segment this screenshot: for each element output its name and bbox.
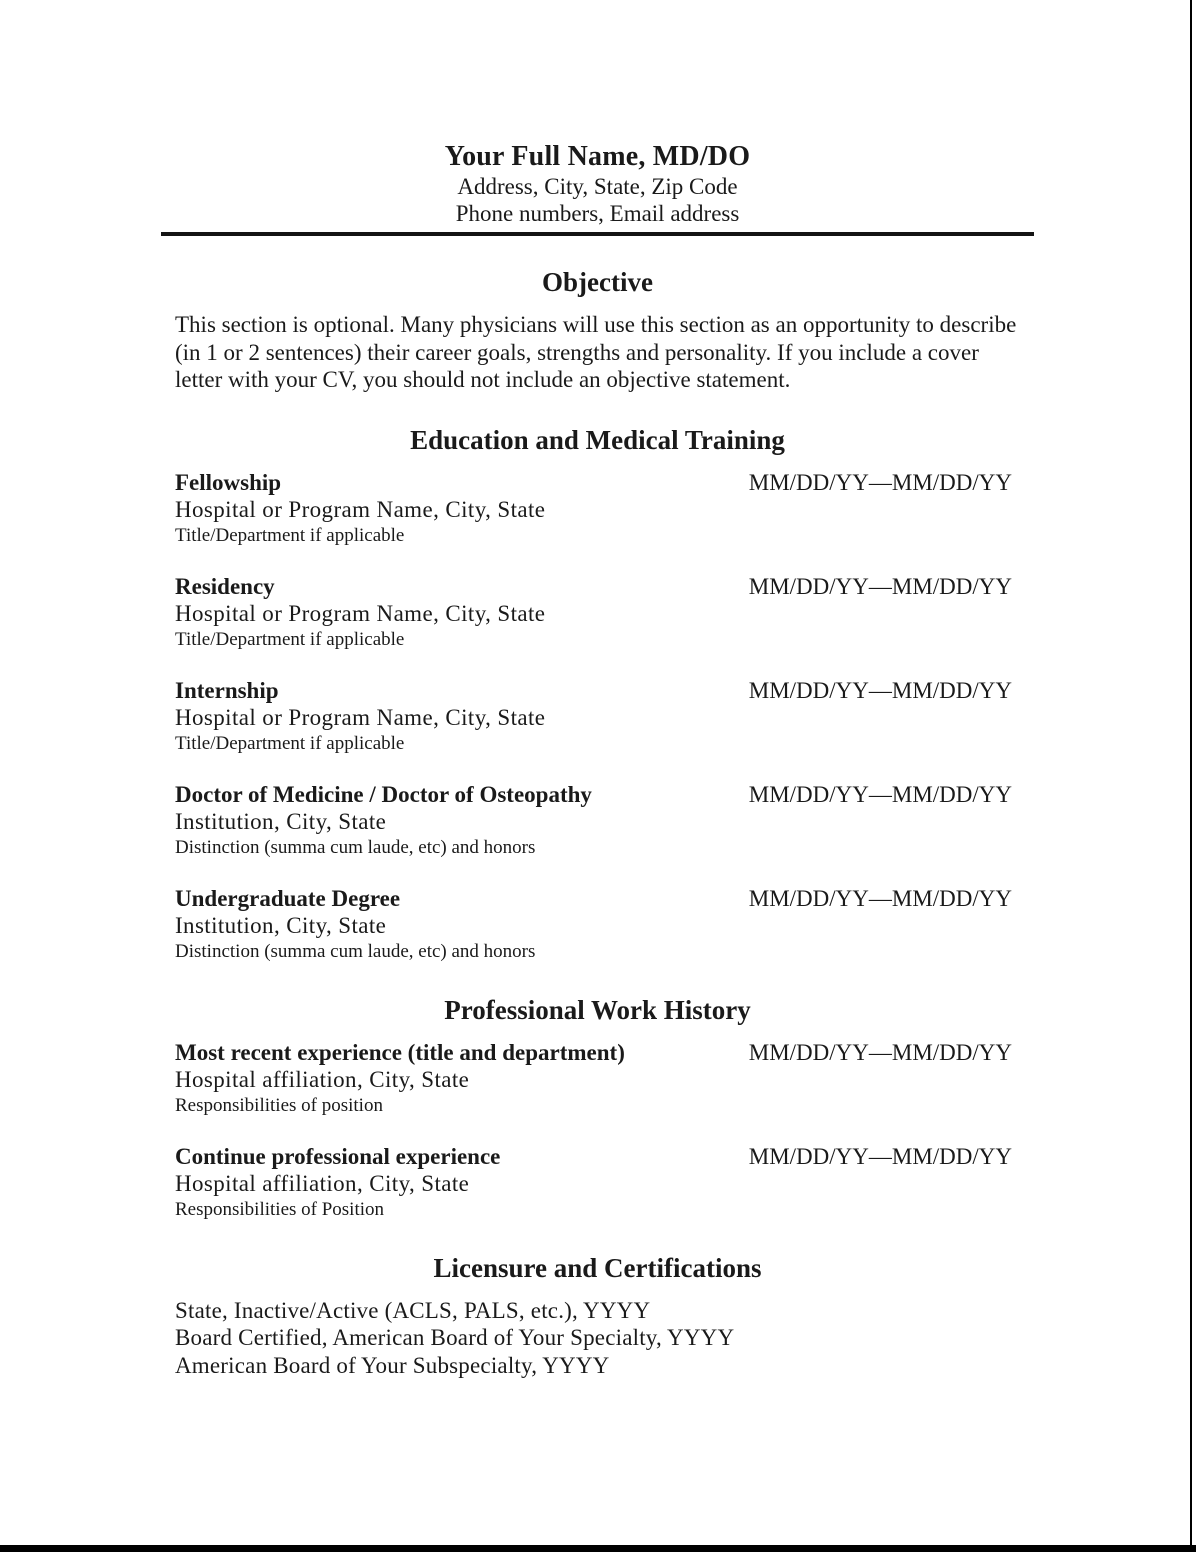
entry-dates: MM/DD/YY—MM/DD/YY bbox=[748, 573, 1012, 599]
entry-detail: Title/Department if applicable bbox=[175, 524, 405, 546]
scan-artifact-right-edge bbox=[1190, 0, 1192, 1552]
work-history-heading: Professional Work History bbox=[444, 994, 751, 1025]
entry-detail: Responsibilities of Position bbox=[175, 1198, 385, 1220]
entry-organization: Hospital affiliation, City, State bbox=[175, 1170, 470, 1196]
entry-head bbox=[175, 1143, 1020, 1170]
education-entry-md-do bbox=[175, 781, 1020, 860]
entry-title: Most recent experience (title and department) bbox=[175, 1039, 625, 1065]
entry-title: Undergraduate Degree bbox=[175, 885, 401, 911]
entry-dates: MM/DD/YY—MM/DD/YY bbox=[748, 1039, 1012, 1065]
licensure-line-subspecialty: American Board of Your Subspecialty, YYYY bbox=[175, 1352, 610, 1378]
licensure-heading: Licensure and Certifications bbox=[433, 1252, 762, 1283]
entry-organization: Institution, City, State bbox=[175, 808, 387, 834]
header-divider bbox=[161, 232, 1034, 236]
entry-detail: Distinction (summa cum laude, etc) and honors bbox=[175, 940, 536, 962]
cv-content bbox=[175, 0, 1020, 1379]
work-entry-continue bbox=[175, 1143, 1020, 1222]
entry-detail: Distinction (summa cum laude, etc) and honors bbox=[175, 836, 536, 858]
entry-head bbox=[175, 885, 1020, 912]
entry-title: Residency bbox=[175, 573, 275, 599]
cv-header bbox=[175, 140, 1020, 227]
entry-organization: Hospital or Program Name, City, State bbox=[175, 704, 546, 730]
entry-organization: Hospital or Program Name, City, State bbox=[175, 496, 546, 522]
entry-dates: MM/DD/YY—MM/DD/YY bbox=[748, 1143, 1012, 1169]
entry-title: Doctor of Medicine / Doctor of Osteopathy bbox=[175, 781, 592, 807]
objective-heading: Objective bbox=[542, 267, 653, 297]
education-entry-residency bbox=[175, 573, 1020, 652]
entry-dates: MM/DD/YY—MM/DD/YY bbox=[748, 781, 1012, 807]
entry-dates: MM/DD/YY—MM/DD/YY bbox=[748, 677, 1012, 703]
education-entry-internship bbox=[175, 677, 1020, 756]
entry-detail: Title/Department if applicable bbox=[175, 628, 405, 650]
entry-title: Continue professional experience bbox=[175, 1143, 501, 1169]
education-entry-undergraduate bbox=[175, 885, 1020, 964]
entry-title: Fellowship bbox=[175, 469, 282, 495]
licensure-line-board-certified: Board Certified, American Board of Your Specialty, YYYY bbox=[175, 1325, 735, 1350]
education-entry-fellowship bbox=[175, 469, 1020, 548]
address-line: Address, City, State, Zip Code bbox=[457, 174, 738, 199]
entry-head bbox=[175, 469, 1020, 496]
education-heading: Education and Medical Training bbox=[410, 424, 785, 455]
entry-head bbox=[175, 781, 1020, 808]
entry-head bbox=[175, 1039, 1020, 1066]
scan-artifact-bottom-edge bbox=[0, 1545, 1196, 1552]
work-entry-most-recent bbox=[175, 1039, 1020, 1118]
entry-organization: Hospital or Program Name, City, State bbox=[175, 600, 546, 626]
objective-body: This section is optional. Many physicians will use this section as an opportunity to describe (in 1 or 2 sentences) their career goals, strengths and personality. If you include a cover letter with your CV, you should not include an objective statement. bbox=[175, 312, 1017, 392]
entry-organization: Institution, City, State bbox=[175, 912, 387, 938]
entry-head bbox=[175, 677, 1020, 704]
entry-title: Internship bbox=[175, 677, 279, 703]
licensure-line-state: State, Inactive/Active (ACLS, PALS, etc.), YYYY bbox=[175, 1297, 651, 1323]
entry-organization: Hospital affiliation, City, State bbox=[175, 1066, 470, 1092]
entry-head bbox=[175, 573, 1020, 600]
entry-dates: MM/DD/YY—MM/DD/YY bbox=[748, 469, 1012, 495]
entry-detail: Title/Department if applicable bbox=[175, 732, 405, 754]
entry-dates: MM/DD/YY—MM/DD/YY bbox=[748, 885, 1012, 911]
full-name: Your Full Name, MD/DO bbox=[444, 141, 751, 172]
contact-line: Phone numbers, Email address bbox=[455, 201, 740, 226]
entry-detail: Responsibilities of position bbox=[175, 1094, 383, 1116]
